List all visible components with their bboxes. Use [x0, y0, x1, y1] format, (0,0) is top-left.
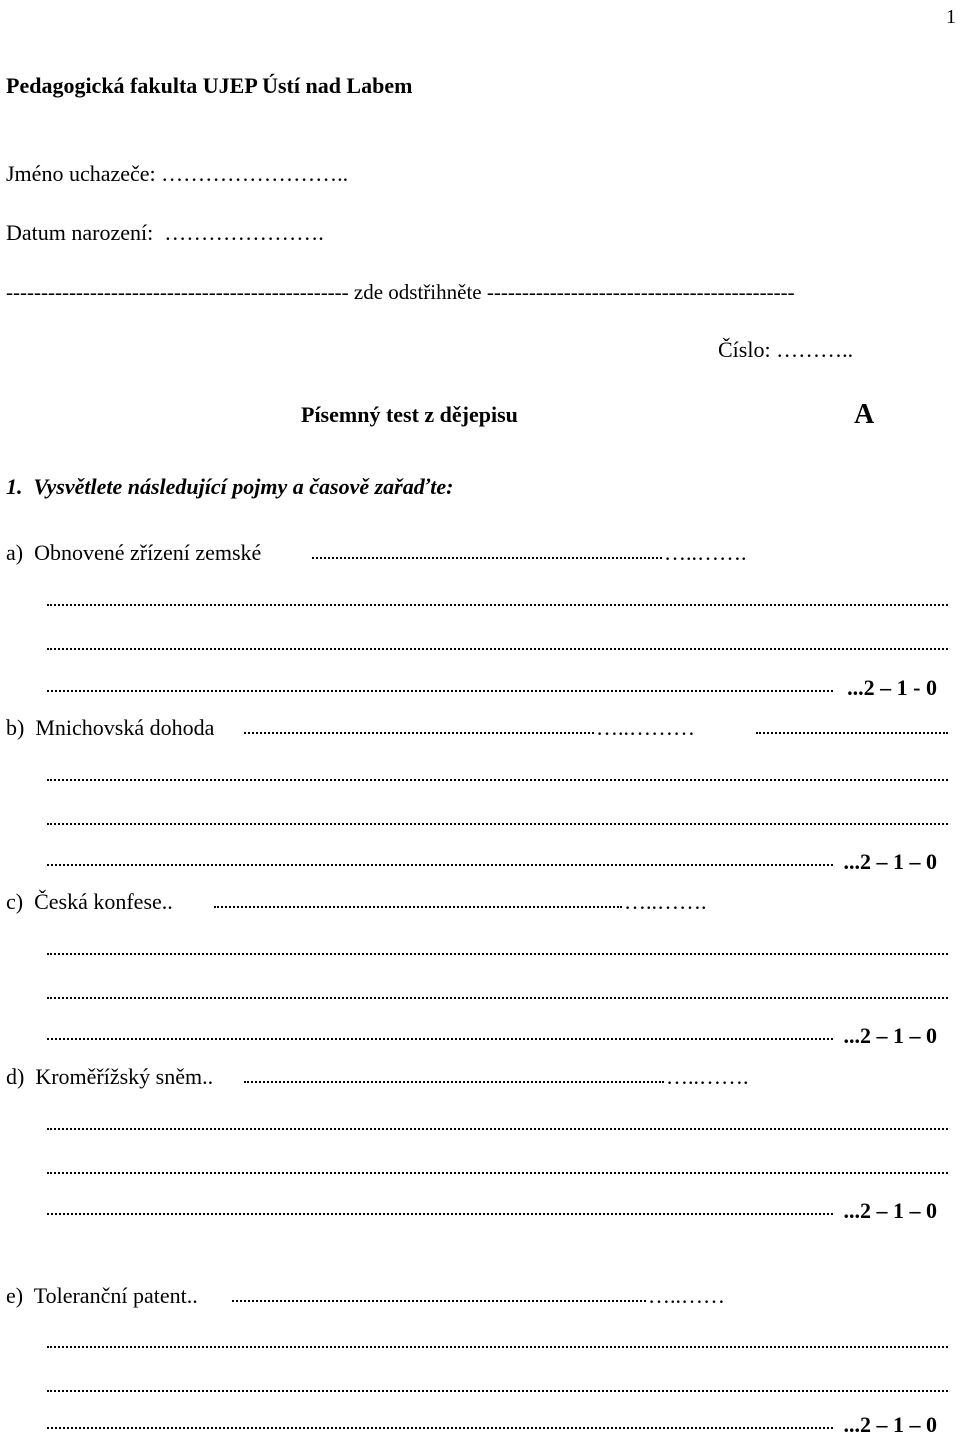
cut-line: ------------------------------------------------- zde odstřihněte --------------------------------------------: [6, 280, 795, 304]
item-d-score: ...2 – 1 – 0: [843, 1198, 937, 1223]
item-c-score: ...2 – 1 – 0: [843, 1023, 937, 1048]
item-b-label: b) Mnichovská dohoda: [6, 715, 215, 740]
answer-line-b2[interactable]: [47, 817, 948, 825]
item-b-score-row: [47, 845, 937, 875]
item-a-score: ...2 – 1 - 0: [847, 675, 937, 700]
question-heading: 1. Vysvětlete následující pojmy a časově zařaďte:: [6, 474, 454, 499]
answer-line-b1[interactable]: [47, 773, 948, 781]
answer-line-e2[interactable]: [47, 1384, 948, 1392]
birth-date-field: Datum narození: ………………….: [6, 220, 324, 245]
item-b-tail: …..………: [596, 715, 695, 740]
answer-line-e1[interactable]: [47, 1340, 948, 1348]
item-e-score-leader[interactable]: [47, 1427, 833, 1429]
item-b-score-leader[interactable]: [47, 864, 833, 866]
test-title: Písemný test z dějepisu: [301, 402, 518, 427]
item-a-label: a) Obnovené zřízení zemské: [6, 540, 262, 565]
item-c-label: c) Česká konfese..: [6, 889, 173, 914]
item-a-answer-line[interactable]: [312, 551, 662, 559]
answer-line-a2[interactable]: [47, 642, 948, 650]
item-c-score-row: [47, 1019, 937, 1049]
test-variant: A: [854, 399, 875, 430]
answer-line-c1[interactable]: [47, 947, 948, 955]
number-field: Číslo: ………..: [718, 337, 854, 362]
institution-title: Pedagogická fakulta UJEP Ústí nad Labem: [6, 73, 413, 98]
item-e-score-row: [47, 1408, 937, 1438]
item-e-tail: …..……: [648, 1283, 725, 1308]
page-number: 1: [946, 6, 956, 28]
item-d-tail: …..…….: [666, 1064, 749, 1089]
item-e-score: ...2 – 1 – 0: [843, 1412, 937, 1437]
item-a-score-row: [47, 671, 937, 701]
item-b-score: ...2 – 1 – 0: [843, 849, 937, 874]
item-b-answer-line[interactable]: [244, 726, 594, 734]
item-e-answer-line[interactable]: [232, 1294, 646, 1302]
item-d-score-row: [47, 1194, 937, 1224]
item-b-answer-line-end[interactable]: [756, 726, 948, 734]
answer-line-d2[interactable]: [47, 1166, 948, 1174]
item-e-label: e) Toleranční patent..: [6, 1283, 198, 1308]
item-a-tail: …..…….: [664, 540, 747, 565]
item-c-tail: …..…….: [624, 889, 707, 914]
answer-line-d1[interactable]: [47, 1122, 948, 1130]
item-d-answer-line[interactable]: [244, 1075, 664, 1083]
item-d-label: d) Kroměřížský sněm..: [6, 1064, 214, 1089]
answer-line-a1[interactable]: [47, 598, 948, 606]
candidate-name-field: Jméno uchazeče: ……………………..: [6, 161, 349, 186]
answer-line-c2[interactable]: [47, 991, 948, 999]
item-c-score-leader[interactable]: [47, 1038, 833, 1040]
item-c-answer-line[interactable]: [214, 900, 622, 908]
item-a-score-leader[interactable]: [47, 690, 833, 692]
item-d-score-leader[interactable]: [47, 1213, 833, 1215]
